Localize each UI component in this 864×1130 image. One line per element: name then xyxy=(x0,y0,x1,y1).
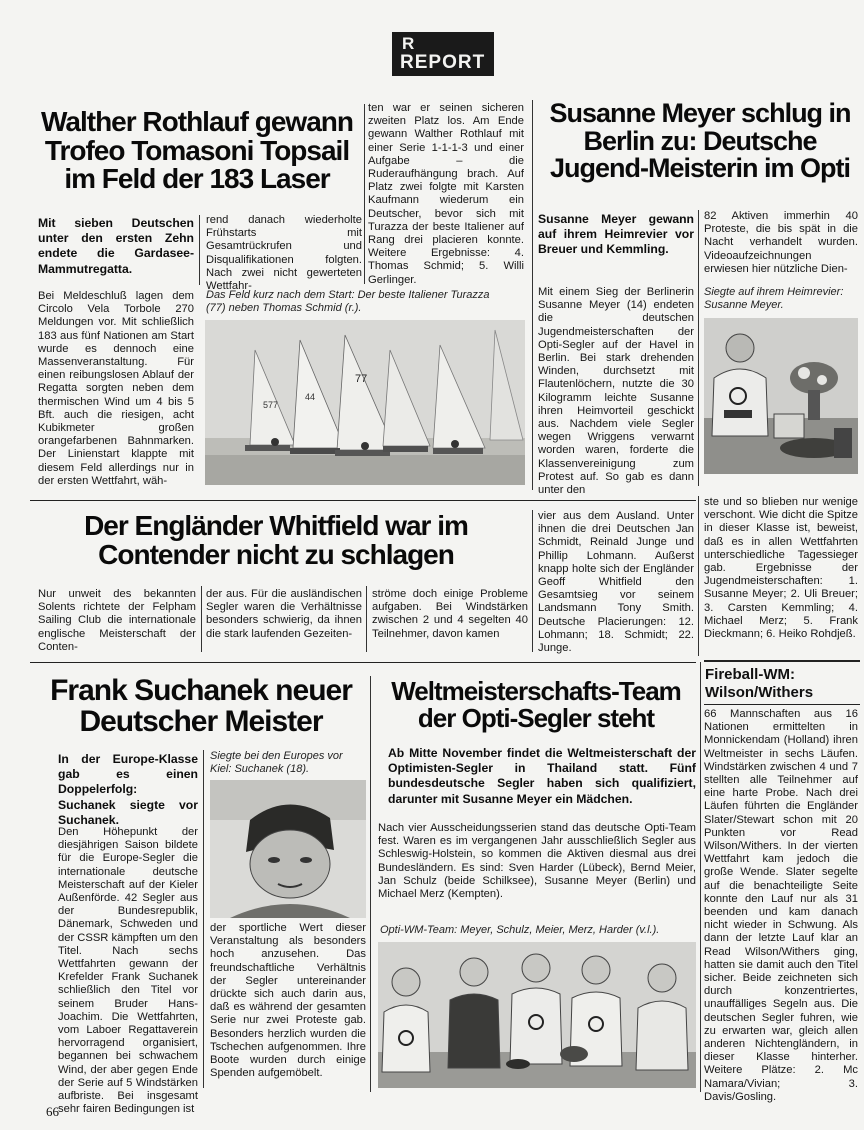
article3-body-col1: Nur unweit des bekannten Solents richtete der Felpham Sailing Club die internationale englische Meisterschaft der Conten- xyxy=(38,588,196,653)
article4-headline: Frank Suchanek neuer Deutscher Meister xyxy=(50,674,352,738)
article6-headline: Fireball-WM: Wilson/Withers xyxy=(705,666,814,701)
logo-bottom-text: REPORT xyxy=(400,52,486,73)
article1-body-col1: Bei Meldeschluß lagen dem Circolo Vela Torbole 270 Meldungen vor. Mit schließlich 183 aus fünf Nationen am Start wurde es dennoch eine Massenveranstaltung. Für einen reibungslosen Ablauf der Regatta sorgten neben dem thermischen Wind um 4 bis 5 Bft. auch die riesigen, acht Kubikmeter großen orangefarbenen Bahnmarken. Der Linienstart klappte mit diesem Feld allerdings nur in der ersten Wettfahrt, wäh- xyxy=(38,290,194,487)
article5-lead: Ab Mitte November findet die Weltmeisterschaft der Optimisten-Segler in Thailand statt. Fünf bundesdeutsche Segler haben sich qualifiziert, darunter mit Susanne Meyer ein Mädchen. xyxy=(388,746,696,806)
svg-text:577: 577 xyxy=(263,400,279,410)
article2-body-col2: 82 Aktiven immerhin 40 Proteste, die bis spät in die Nacht verhandelt wurden. Videoaufzeichnungen erwiesen hier nützliche Dien- xyxy=(704,210,858,275)
article1-body-col2: rend danach wiederholte Frühstarts mit Gesamtrückrufen und Disqualifikationen folgten. Nach zwei nicht gewerteten Wettfahr- xyxy=(206,214,362,293)
article2-lead: Susanne Meyer gewann auf ihrem Heimrevier vor Breuer und Kemmling. xyxy=(538,212,694,257)
article5-photo-caption: Opti-WM-Team: Meyer, Schulz, Meier, Merz, Harder (v.l.). xyxy=(380,924,660,936)
page-number: 66 xyxy=(46,1104,59,1119)
article3-headline: Der Engländer Whitfield war im Contender nicht zu schlagen xyxy=(84,510,468,570)
svg-text:77: 77 xyxy=(355,373,368,385)
article2-photo-caption: Siegte auf ihrem Heimrevier: Susanne Meyer. xyxy=(704,286,844,311)
article1-sailing-photo xyxy=(205,320,525,485)
article1-headline: Walther Rothlauf gewann Trofeo Tomasoni Topsail im Feld der 183 Laser xyxy=(41,106,353,195)
article6-body: 66 Mannschaften aus 16 Nationen ermittelten in Monnickendam (Holland) ihren Weltmeister in sechs Läufen. Windstärken zwischen 4 und 7 stellten alle Teilnehmer auf eine harte Probe. Nach drei Läufen führten die Engländer Slater/Stewart schon mit 20 Punkten vor Read Wilson/Withers. In der vierten Wettfahrt kam jedoch die große Wende. Slater segelte auf die benachteiligte Seite konnte den Lauf nur als 31 beenden und kam danach nicht wieder in Schwung. Als dann der letzte Lauf klar an Read Wilson/Withers ging, hatten sie damit auch den Titel sicher. Beide zeichneten sich durch konzentriertes, unauffälliges Segeln aus. Die deutschen Segler fuhren, wie zu erwarten war, gleich allen anderen Nichtengländern, in dieser Klasse hinterher. Weitere Plätze: 2. Mc Namara/Vivian; 3. Davis/Gosling. xyxy=(704,708,858,1103)
article1-photo-caption: Das Feld kurz nach dem Start: Der beste Italiener Turazza (77) neben Thomas Schmid (r.). xyxy=(206,289,490,314)
article3-body-col3: ströme doch einige Probleme aufgaben. Bei Windstärken zwischen 2 und 4 segelten 40 Teilnehmer, davon kamen xyxy=(372,588,528,640)
article5-headline: Weltmeisterschafts-Team der Opti-Segler steht xyxy=(391,676,681,733)
article2-winner-photo xyxy=(704,318,858,474)
article5-team-photo xyxy=(378,942,696,1088)
article1-body-col3: ten war er seinen sicheren zweiten Platz los. Am Ende gewann Walther Rothlauf mit einer Serie 1-1-1-3 und einer Aufgabe – die Ruderaufhängung brach. Auf Platz zwei folgte mit Karsten Kaufmann wiederum ein Deutscher, bevor sich mit Turazza der beste Italiener auf Rang drei placieren konnte. Weitere Ergebnisse: 4. Thomas Schmid; 5. Willi Gerlinger. xyxy=(368,102,524,286)
logo-top-text: R xyxy=(402,34,416,53)
article2-headline: Susanne Meyer schlug in Berlin zu: Deutsche Jugend-Meisterin im Opti xyxy=(549,98,851,184)
svg-text:44: 44 xyxy=(305,392,316,402)
article3-body-col2: der aus. Für die ausländischen Segler waren die Verhältnisse besonders schwierig, da ihnen die stark laufenden Gezeiten- xyxy=(206,588,362,640)
article2-body-col1: Mit einem Sieg der Berlinerin Susanne Meyer (14) endeten die deutschen Jugendmeisterschaften der Opti-Segler auf der Havel in Berlin. Bei stark drehenden Winden, durchsetzt mit Flautenlöchern, nutzte die 30 Kilogramm leichte Susanne ihren Heimvorteil geschickt aus. Nachdem viele Segler wegen Wriggens verwarnt worden waren, forderte die Klassenvereinigung zum Protest auf. So gab es dann unter den xyxy=(538,286,694,497)
article2-body-col3: ste und so blieben nur wenige verschont. Wie dicht die Spitze in dieser Klasse ist, beweist, daß es in allen Wettfahrten unterschiedliche Tagessieger gab. Ergebnisse der Jugendmeisterschaften: 1. Susanne Meyer; 2. Uli Breuer; 3. Carsten Kemmling; 4. Michael Merz; 5. Frank Dieckmann; 6. Heiko Rohdjeß. xyxy=(704,496,858,641)
article3-body-col4: vier aus dem Ausland. Unter ihnen die drei Deutschen Jan Schmidt, Reinald Junge und Phillip Lohmann. Außerst knapp holte sich der Engländer Geoff Whitfield den Gesamtsieg vor seinem Landsmann Tony Smith. Deutsche Placierungen: 12. Lohmann; 18. Schmidt; 22. Junge. xyxy=(538,510,694,655)
article4-portrait-photo xyxy=(210,780,366,918)
magazine-section-logo xyxy=(392,32,494,76)
article1-lead: Mit sieben Deutschen unter den ersten Zehn endete die Gardasee-Mammutregatta. xyxy=(38,216,194,276)
article4-body-col2: der sportliche Wert dieser Veranstaltung als besonders hoch anzusehen. Das freundschaftliche Verhältnis der Segler untereinander drückte sich auch darin aus, daß es während der gesamten Serie nur zwei Proteste gab. Besonders herzlich wurden die Tschechen aufgenommen. Ihre Boote wurden durch einige Spenden aufgemöbelt. xyxy=(210,922,366,1080)
article4-body-col1: Den Höhepunkt der diesjährigen Saison bildete für die Europe-Segler die internationale deutsche Meisterschaft auf der Kieler Außenförde. 42 Segler aus der Bundesrepublik, Dänemark, Schweden und der CSSR kämpften um den Titel. Nach sechs Wettfahrten gewann der Krefelder Frank Suchanek schließlich den Titel vor seinem Bruder Hans-Joachim. Die Wettfahrten, vom Laboer Regattaverein hervorragend organisiert, begannen bei schwachem Wind, der aber gegen Ende der Serie auf 5 Windstärken aufbriste. Bei insgesamt sehr fairen Bedingungen ist xyxy=(58,826,198,1116)
article4-lead: In der Europe-Klasse gab es einen Doppelerfolg: Suchanek siegte vor Suchanek. xyxy=(58,752,198,827)
article4-photo-caption: Siegte bei den Europes vor Kiel: Suchanek (18). xyxy=(210,750,343,775)
article5-body: Nach vier Ausscheidungsserien stand das deutsche Opti-Team fest. Waren es im vergangenen Jahr ausschließlich Segler aus Schleswig-Holstein, so kommen die Aktiven diesmal aus drei Bundesländern. Es sind: Sven Harder (Lübeck), Bernd Meier, Jan Schulz (beide Schilksee), Susanne Meyer (Berlin) und Michael Merz (Kempten). xyxy=(378,822,696,901)
